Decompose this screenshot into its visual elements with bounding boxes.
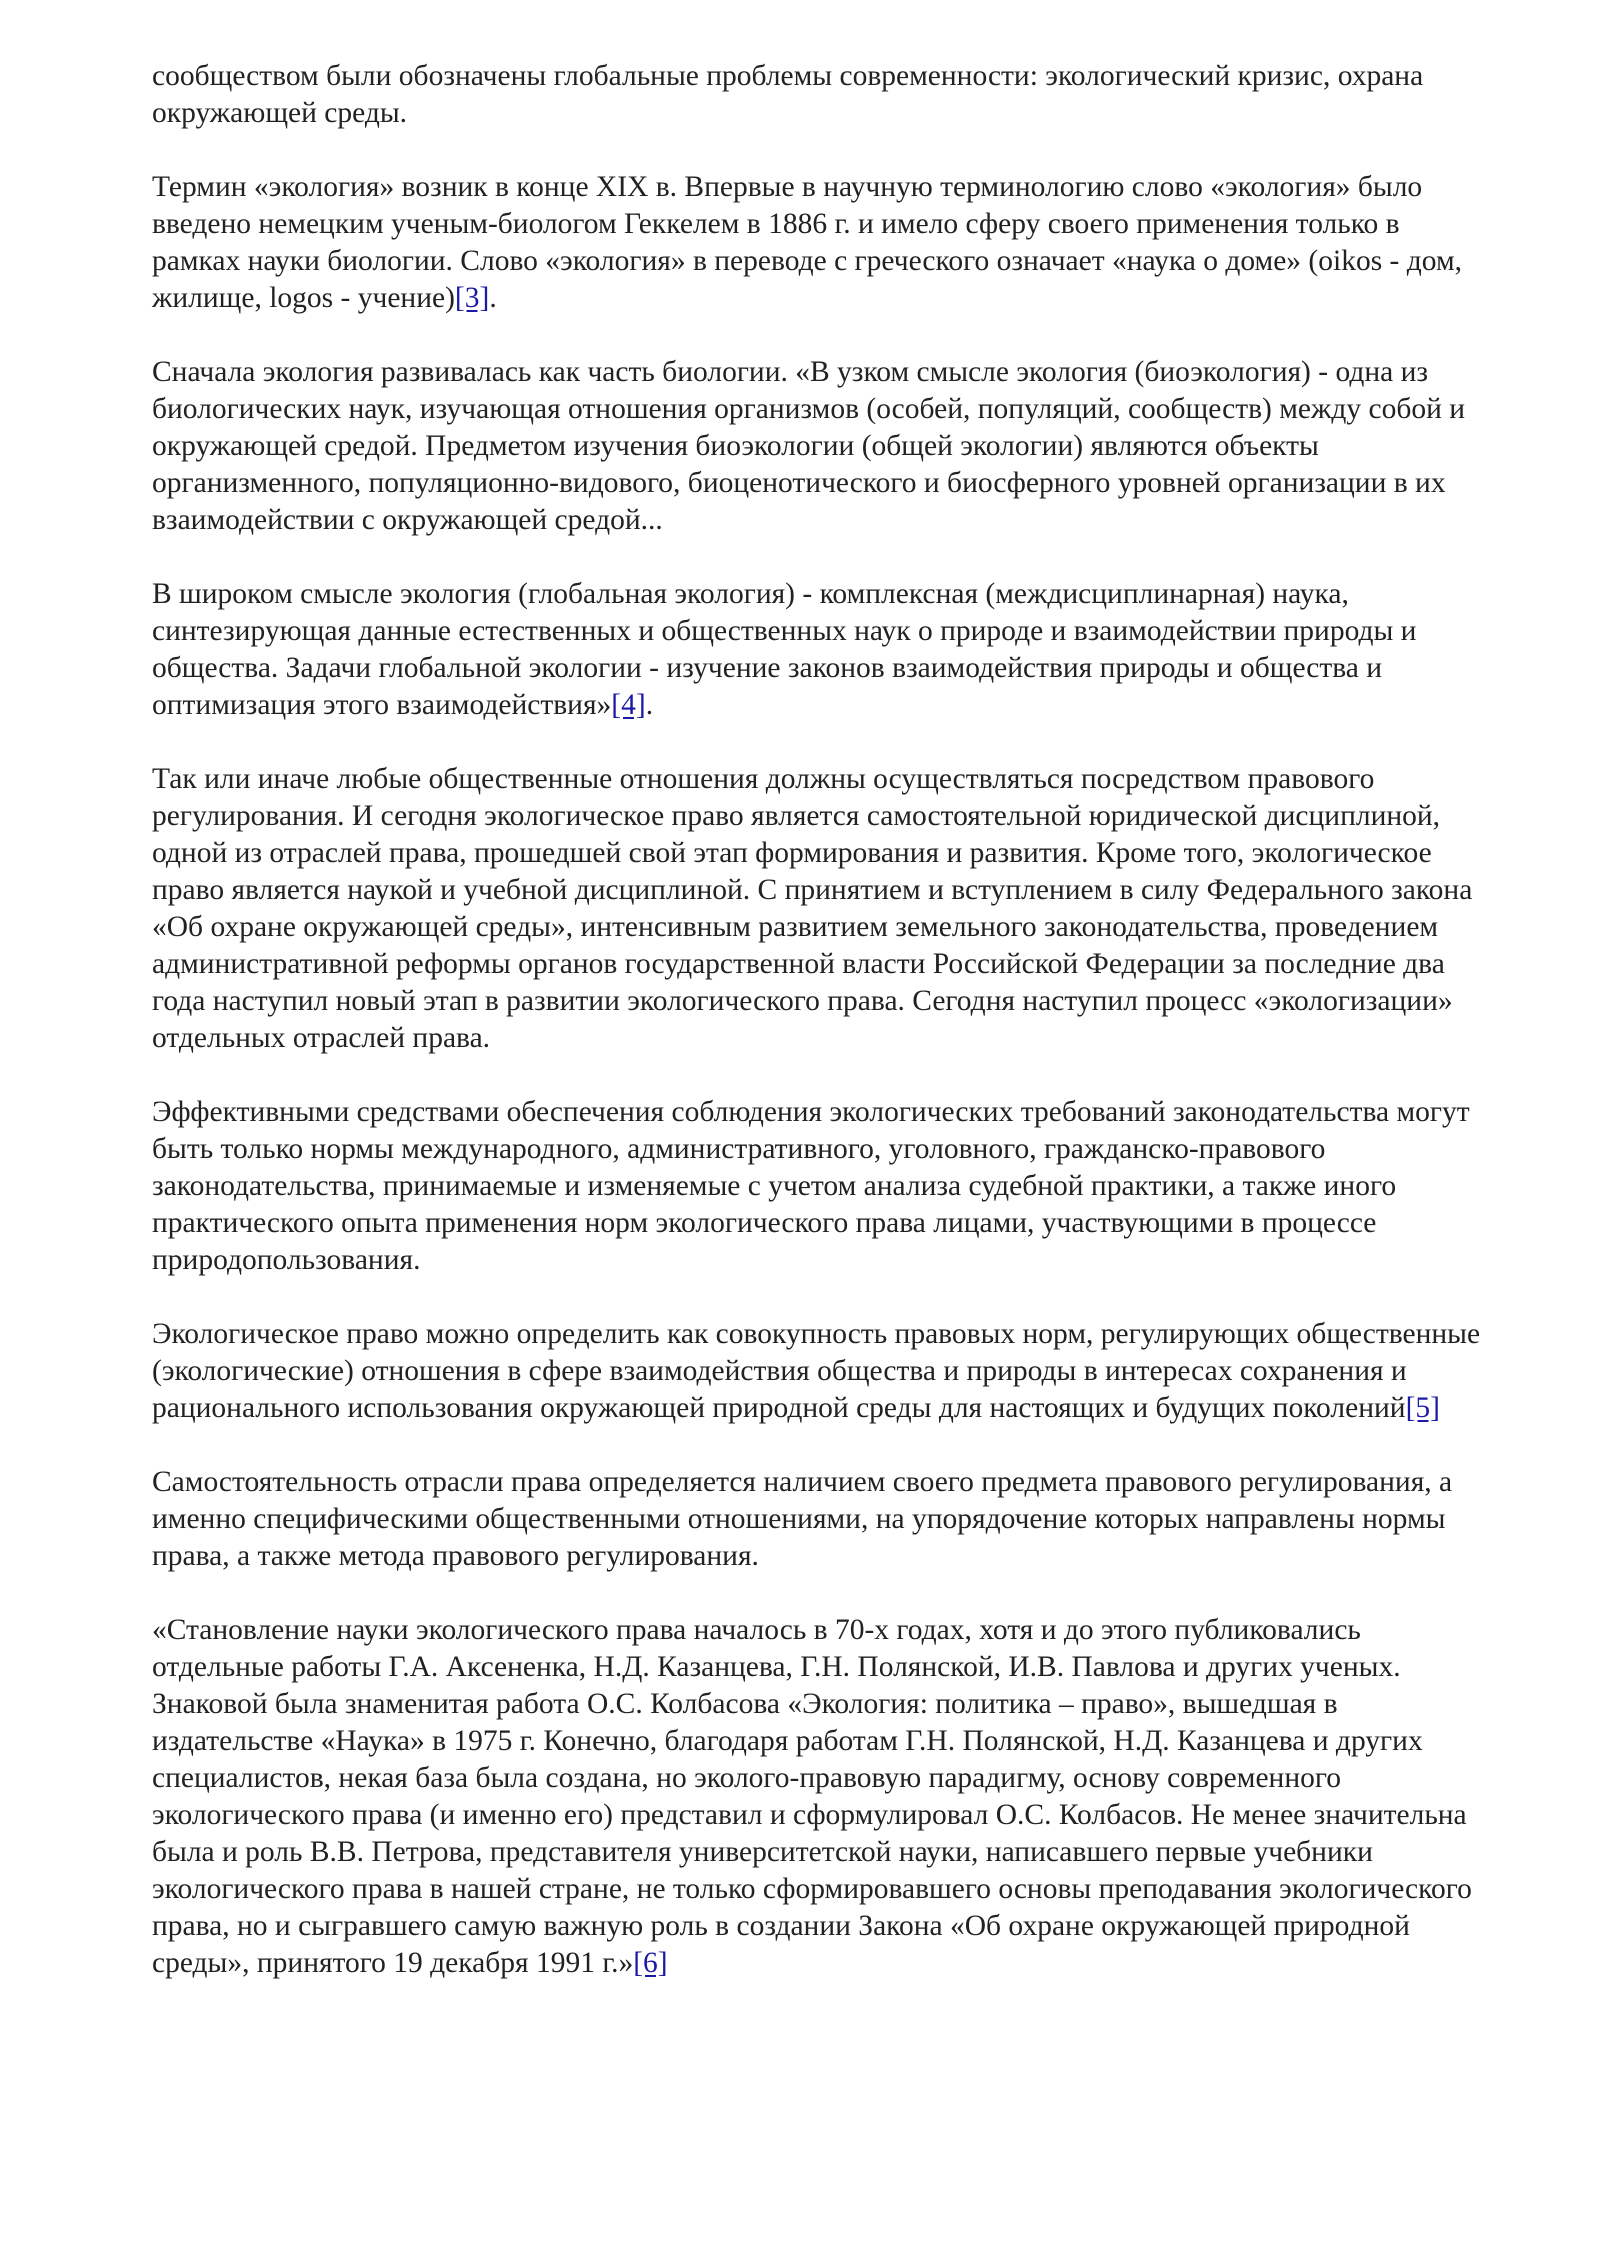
paragraph-text: Так или иначе любые общественные отношения должны осуществляться посредством правового регулирования. И сегодня экологическое право является самостоятельной юридической дисциплиной, одной из отраслей права, прошедшей свой этап формирования и развития. Кроме того, экологическое право является наукой и учебной дисциплиной. С принятием и вступлением в силу Федерального закона «Об охране окружающей среды», интенсивным развитием земельного законодательства, проведением административной реформы органов государственной власти Российской Федерации за последние два года наступил новый этап в развитии экологического права. Сегодня наступил процесс «экологизации» отдельных отраслей права. [152,763,1473,1054]
paragraph-5 [152,761,1492,1057]
document-body [152,58,1492,2019]
paragraph-3 [152,354,1492,539]
footnote-link-5[interactable]: [5] [1405,1392,1440,1424]
paragraph-text: «Становление науки экологического права началось в 70-х годах, хотя и до этого публиковались отдельные работы Г.А. Аксененка, Н.Д. Казанцева, Г.Н. Полянской, И.В. Павлова и других ученых. Знаковой была знаменитая работа О.С. Колбасова «Экология: политика – право», вышедшая в издательстве «Наука» в 1975 г. Конечно, благодаря работам Г.Н. Полянской, Н.Д. Казанцева и других специалистов, некая база была создана, но эколого-правовую парадигму, основу современного экологического права (и именно его) представил и сформулировал О.С. Колбасов. Не менее значительна была и роль В.В. Петрова, представителя университетской науки, написавшего первые учебники экологического права в нашей стране, не только сформировавшего основы преподавания экологического права, но и сыгравшего самую важную роль в создании Закона «Об охране окружающей природной среды», принятого 19 декабря 1991 г.» [152,1614,1472,1979]
paragraph-text: Эффективными средствами обеспечения соблюдения экологических требований законодательства могут быть только нормы международного, административного, уголовного, гражданско-правового законодательства, принимаемые и изменяемые с учетом анализа судебной практики, а также иного практического опыта применения норм экологического права лицами, участвующими в процессе природопользования. [152,1096,1470,1276]
paragraph-4 [152,576,1492,724]
paragraph-tail: . [489,282,497,314]
footnote-link-3[interactable]: [3] [454,282,490,314]
paragraph-tail: . [645,689,654,721]
paragraph-text: В широком смысле экология (глобальная экология) - комплексная (междисциплинарная) наука, синтезирующая данные естественных и общественных наук о природе и взаимодействии природы и общества. Задачи глобальной экологии - изучение законов взаимодействия природы и общества и оптимизация этого взаимодействия» [152,578,1417,721]
paragraph-2 [152,169,1492,317]
paragraph-7 [152,1316,1492,1427]
paragraph-text: Самостоятельность отрасли права определяется наличием своего предмета правового регулирования, а именно специфическими общественными отношениями, на упорядочение которых направлены нормы права, а также метода правового регулирования. [152,1466,1453,1572]
paragraph-1 [152,58,1492,132]
footnote-link-6[interactable]: [6] [633,1947,668,1979]
paragraph-text: сообществом были обозначены глобальные проблемы современности: экологический кризис, охрана окружающей среды. [152,60,1424,129]
paragraph-text: Сначала экология развивалась как часть биологии. «В узком смысле экология (биоэкология) - одна из биологических наук, изучающая отношения организмов (особей, популяций, сообществ) между собой и окружающей средой. Предметом изучения биоэкологии (общей экологии) являются объекты организменного, популяционно-видового, биоценотического и биосферного уровней организации в их взаимодействии с окружающей средой... [152,356,1466,536]
paragraph-text: Экологическое право можно определить как совокупность правовых норм, регулирующих общественные (экологические) отношения в сфере взаимодействия общества и природы в интересах сохранения и рационального использования окружающей природной среды для настоящих и будущих поколений [152,1318,1481,1424]
paragraph-9 [152,1612,1492,1982]
paragraph-text: Термин «экология» возник в конце XIX в. Впервые в научную терминологию слово «экология» было введено немецким ученым-биологом Геккелем в 1886 г. и имело сферу своего применения только в рамках науки биологии. Слово «экология» в переводе с греческого означает «наука о доме» (oikos - дом, жилище, logos - учение) [152,171,1462,314]
footnote-link-4[interactable]: [4] [611,689,646,721]
paragraph-6 [152,1094,1492,1279]
paragraph-8 [152,1464,1492,1575]
